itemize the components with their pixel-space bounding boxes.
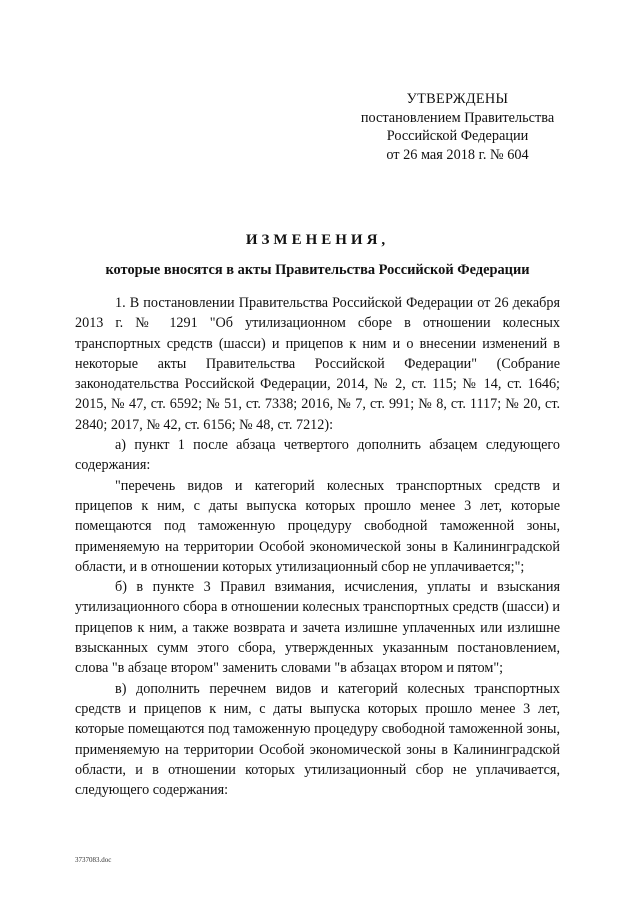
document-title: ИЗМЕНЕНИЯ, bbox=[245, 232, 390, 248]
approval-line-government: Российской Федерации bbox=[386, 128, 529, 144]
paragraph-b: б) в пункте 3 Правил взимания, исчисления, уплаты и взыскания утилизационного сбора в отношении колесных транспортных средств (шасси) и прицепов к ним, а также возврата и зачета излишне уплаченных или излишне взысканных сумм этого сбора, утвержденных указанным постановлением, слова "в абзаце втором" заменить словами "в абзацах втором и пятом"; bbox=[75, 579, 560, 677]
paragraph-quote: "перечень видов и категорий колесных транспортных средств и прицепов к ним, с даты выпуска которых прошло менее 3 лет, которые помещаются под таможенную процедуру свободной таможенной зоны, применяемую на территории Особой экономической зоны в Калининградской области, и в отношении которых утилизационный сбор не уплачивается;"; bbox=[75, 477, 560, 575]
approval-line-date-number: от 26 мая 2018 г. № 604 bbox=[386, 146, 529, 163]
approval-block bbox=[350, 90, 565, 164]
file-reference: 3737083.doc bbox=[75, 856, 112, 864]
approval-line-resolution: постановлением Правительства bbox=[360, 109, 555, 126]
paragraph-1: 1. В постановлении Правительства Российской Федерации от 26 декабря 2013 г. № 1291 "Об утилизационном сборе в отношении колесных транспортных средств (шасси) и прицепов к ним и о внесении изменений в некоторые акты Правительства Российской Федерации" (Собрание законодательства Российской Федерации, 2014, № 2, ст. 115; № 14, ст. 1646; 2015, № 47, ст. 6592; № 51, ст. 7338; 2016, № 7, ст. 991; № 8, ст. 1117; № 20, ст. 2840; 2017, № 42, ст. 6156; № 48, ст. 7212): bbox=[75, 295, 560, 433]
document-body bbox=[75, 293, 560, 800]
approval-heading: УТВЕРЖДЕНЫ bbox=[406, 91, 509, 107]
paragraph-a: а) пункт 1 после абзаца четвертого дополнить абзацем следующего содержания: bbox=[75, 437, 560, 474]
document-subtitle: которые вносятся в акты Правительства Российской Федерации bbox=[105, 262, 530, 278]
paragraph-v: в) дополнить перечнем видов и категорий колесных транспортных средств и прицепов к ним, с даты выпуска которых прошло менее 3 лет, которые помещаются под таможенную процедуру свободной таможенной зоны, применяемую на территории Особой экономической зоны в Калининградской области, и в отношении которых утилизационный сбор не уплачивается, следующего содержания: bbox=[75, 680, 560, 799]
